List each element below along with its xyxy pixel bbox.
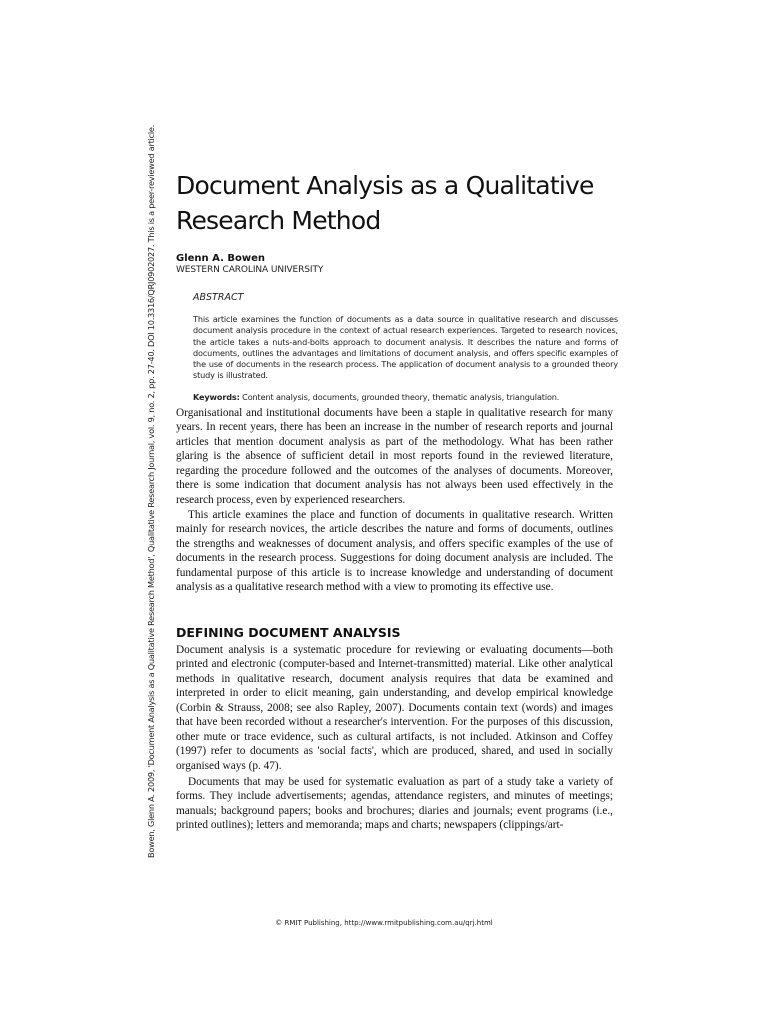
abstract-heading: ABSTRACT xyxy=(193,292,244,303)
abstract-text: This article examines the function of documents as a data source in qualitative research and discusses document analysis procedure in the context of actual research experiences. Targeted to research novices, the article takes a nuts-and-bolts approach to document analysis. It describes the nature and forms of documents, outlines the advantages and limitations of document analysis, and offers specific examples of the use of documents in the research process. The application of document analysis to a grounded theory study is illustrated. xyxy=(193,314,618,381)
body-paragraph-4: Documents that may be used for systematic evaluation as part of a study take a variety of forms. They include advertisements; agendas, attendance registers, and minutes of meetings; manuals; background papers; books and brochures; diaries and journals; event programs (i.e., printed outlines); letters and memoranda; maps and charts; newspapers (clippings/art- xyxy=(176,776,613,832)
author-name: Glenn A. Bowen xyxy=(176,253,265,264)
body-paragraph-3: Document analysis is a systematic procedure for reviewing or evaluating documents—both printed and electronic (computer-based and Internet-transmitted) material. Like other analytical methods in qualitative research, document analysis requires that data be examined and interpreted in order to elicit meaning, gain understanding, and develop empirical knowledge (Corbin & Strauss, 2008; see also Rapley, 2007). Documents contain text (words) and images that have been recorded without a researcher's intervention. For the purposes of this discussion, other mute or trace evidence, such as cultural artifacts, is not included. Atkinson and Coffey (1997) refer to documents as 'social facts', which are produced, shared, and used in socially organised ways (p. 47). xyxy=(176,644,613,772)
keywords-list: Content analysis, documents, grounded theory, thematic analysis, triangulation. xyxy=(242,392,560,402)
page-footer: © RMIT Publishing, http://www.rmitpublishing.com.au/qrj.html xyxy=(275,919,493,927)
keywords xyxy=(193,392,618,403)
body-paragraph-1: Organisational and institutional documents have been a staple in qualitative research for many years. In recent years, there has been an increase in the number of research reports and journal articles that mention document analysis as part of the methodology. What has been rather glaring is the absence of sufficient detail in most reports found in the reviewed literature, regarding the procedure followed and the outcomes of the analyses of documents. Moreover, there is some indication that document analysis has not always been used effectively in the research process, even by experienced researchers. xyxy=(176,407,613,506)
body-paragraph-2: This article examines the place and function of documents in qualitative research. Written mainly for research novices, the article describes the nature and forms of documents, outlines the strengths and weaknesses of document analysis, and offers specific examples of the use of documents in the research process. Suggestions for doing document analysis are included. The fundamental purpose of this article is to increase knowledge and understanding of document analysis as a qualitative research method with a view to promoting its effective use. xyxy=(176,509,613,594)
section-heading: DEFINING DOCUMENT ANALYSIS xyxy=(176,625,401,640)
side-citation xyxy=(145,125,159,858)
article-title: Document Analysis as a Qualitative Research Method xyxy=(176,171,594,235)
keywords-label: Keywords: xyxy=(193,392,240,402)
side-citation-text: Bowen, Glenn A. 2009, 'Document Analysis as a Qualitative Research Method', Qualitative Research Journal, vol. 9, no. 2, pp. 27-40. DOI 10.3316/QRJ0902027. This is a peer-reviewed article. xyxy=(146,125,156,858)
author-affiliation: WESTERN CAROLINA UNIVERSITY xyxy=(176,265,324,275)
